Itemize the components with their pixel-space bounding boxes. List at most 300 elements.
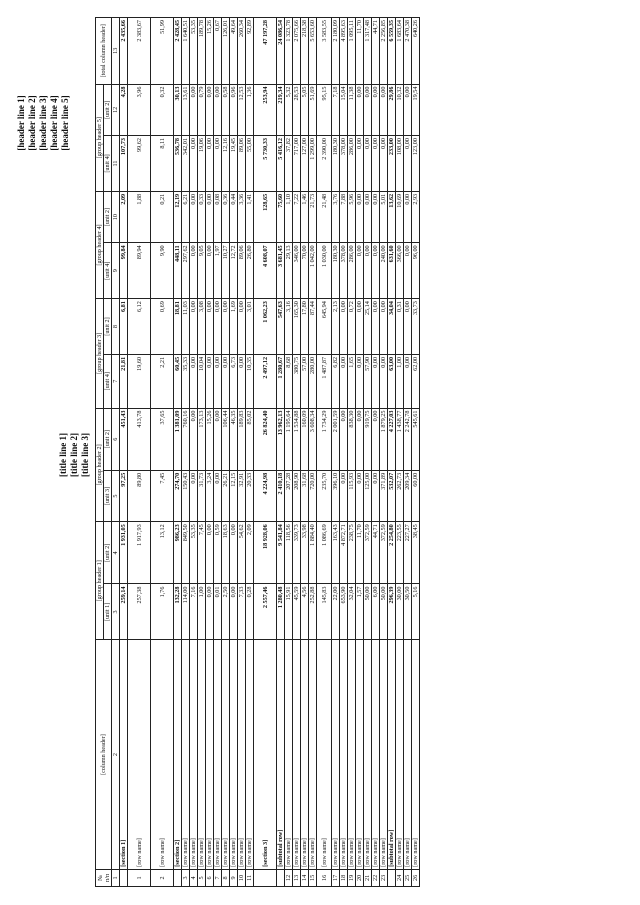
value-cell: 2,21: [151, 354, 174, 408]
value-cell: 262,73: [396, 470, 404, 521]
col-number: 7: [112, 354, 120, 408]
value-cell: 919,75: [364, 408, 372, 470]
row-number-cell: 11: [246, 869, 254, 886]
value-cell: 0,00: [190, 470, 198, 521]
table-row: [238, 18, 246, 887]
row-name-cell: [row name]: [182, 640, 190, 870]
value-cell: 30,00: [396, 584, 404, 640]
value-cell: 0,00: [356, 354, 364, 408]
value-cell: 5,16: [412, 584, 420, 640]
row-number-cell: 12: [285, 869, 293, 886]
value-cell: 21,73: [309, 191, 317, 243]
row-name-cell: [row name]: [128, 640, 151, 870]
row-number-cell: 18: [340, 869, 348, 886]
row-name-cell: [row name]: [285, 640, 293, 870]
table-header-row-numbers: [112, 18, 120, 887]
table-row: [396, 18, 404, 887]
value-cell: 7,45: [151, 470, 174, 521]
value-cell: 378,00: [340, 243, 348, 299]
value-cell: 180,30: [332, 243, 340, 299]
value-cell: 760,16: [182, 408, 190, 470]
appendix-line-3: [header line 3]: [38, 95, 48, 151]
value-cell: 7,33: [238, 584, 246, 640]
col-number: 4: [112, 522, 120, 584]
col-number: 3: [112, 584, 120, 640]
value-cell: 2,13: [332, 299, 340, 355]
value-cell: 0,00: [404, 354, 412, 408]
value-cell: 0,00: [356, 243, 364, 299]
value-cell: 2 410,18: [277, 470, 285, 521]
value-cell: 0,00: [404, 243, 412, 299]
value-cell: 30,13: [174, 84, 182, 136]
value-cell: 87,44: [309, 299, 317, 355]
table-row: [348, 18, 356, 887]
value-cell: 209,34: [404, 470, 412, 521]
value-cell: 28,53: [293, 84, 301, 136]
value-cell: 0,00: [340, 299, 348, 355]
value-cell: 1,10: [285, 191, 293, 243]
value-cell: 218,38: [301, 18, 309, 85]
value-cell: 99,84: [120, 243, 128, 299]
value-cell: 46,35: [230, 408, 238, 470]
value-cell: 17,80: [301, 299, 309, 355]
value-cell: 89,06: [238, 243, 246, 299]
value-cell: 10,35: [246, 354, 254, 408]
value-cell: 0,00: [372, 136, 380, 192]
value-cell: 114,00: [182, 584, 190, 640]
table-row: [246, 18, 254, 887]
value-cell: 44,71: [372, 18, 380, 85]
table-row: [388, 18, 396, 887]
row-number-cell: 14: [301, 869, 309, 886]
value-cell: 208,90: [293, 470, 301, 521]
value-cell: 8,11: [151, 136, 174, 192]
value-cell: 11,70: [356, 18, 364, 85]
value-cell: 115,93: [348, 470, 356, 521]
value-cell: 6,12: [128, 299, 151, 355]
value-cell: 3 608,34: [309, 408, 317, 470]
value-cell: 0,00: [230, 584, 238, 640]
table-row: [222, 18, 230, 887]
value-cell: 1 683,64: [396, 18, 404, 85]
value-cell: 145,83: [317, 584, 332, 640]
value-cell: 7,18: [332, 84, 340, 136]
value-cell: 1,97: [214, 243, 222, 299]
table-row: [301, 18, 309, 887]
value-cell: 2 470,38: [404, 18, 412, 85]
value-cell: 0,00: [380, 84, 388, 136]
value-cell: 0,00: [214, 354, 222, 408]
col-number: 5: [112, 470, 120, 521]
value-cell: 0,00: [222, 299, 230, 355]
value-cell: 12,72: [230, 243, 238, 299]
value-cell: 37,65: [151, 408, 174, 470]
value-cell: 0,00: [372, 299, 380, 355]
value-cell: 286,00: [348, 136, 356, 192]
value-cell: 0,00: [238, 354, 246, 408]
row-number-cell: [120, 869, 128, 886]
value-cell: 19,54: [412, 84, 420, 136]
value-cell: 0,00: [380, 136, 388, 192]
value-cell: 0,00: [190, 354, 198, 408]
value-cell: 7,16: [190, 584, 198, 640]
value-cell: 47 197,28: [254, 18, 277, 85]
value-cell: 1,00: [198, 584, 206, 640]
value-cell: 838,30: [348, 408, 356, 470]
value-cell: 1,76: [151, 584, 174, 640]
col-number: 13: [112, 18, 120, 85]
value-cell: 536,78: [174, 136, 182, 192]
value-cell: 50,00: [380, 584, 388, 640]
value-cell: 2 001,59: [332, 408, 340, 470]
value-cell: 0,00: [190, 136, 198, 192]
value-cell: 1,46: [301, 191, 309, 243]
value-cell: 0,00: [380, 299, 388, 355]
value-cell: 10,04: [198, 354, 206, 408]
col-number: 1: [112, 869, 120, 886]
table-row: [332, 18, 340, 887]
value-cell: 33,73: [412, 299, 420, 355]
unit-header: [unit 2]: [104, 299, 112, 355]
value-cell: 0,00: [206, 584, 214, 640]
value-cell: 235,70: [317, 470, 332, 521]
row-name-cell: [row name]: [238, 640, 246, 870]
row-number-cell: [388, 869, 396, 886]
value-cell: 1 438,77: [396, 408, 404, 470]
table-row: [340, 18, 348, 887]
col-number: 11: [112, 136, 120, 192]
value-cell: 123,00: [412, 136, 420, 192]
value-cell: 0,00: [364, 243, 372, 299]
col-drain-header: [group header 5]: [96, 84, 104, 191]
value-cell: 13,62: [388, 191, 396, 243]
value-cell: 0,44: [230, 191, 238, 243]
table-row: [309, 18, 317, 887]
table-row: [198, 18, 206, 887]
value-cell: 645,94: [317, 299, 332, 355]
value-cell: 3,01: [246, 299, 254, 355]
value-cell: 0,00: [364, 136, 372, 192]
value-cell: 257,38: [128, 584, 151, 640]
value-cell: 0,00: [190, 299, 198, 355]
value-cell: 12,16: [222, 136, 230, 192]
row-number-cell: 26: [412, 869, 420, 886]
value-cell: 2 242,78: [404, 408, 412, 470]
table-row: [277, 18, 285, 887]
row-name-cell: [row name]: [222, 640, 230, 870]
value-cell: 2 256,85: [380, 18, 388, 85]
value-cell: 2,50: [222, 584, 230, 640]
table-row: [174, 18, 182, 887]
row-number-cell: 19: [348, 869, 356, 886]
value-cell: 60,45: [174, 354, 182, 408]
value-cell: 1 086,69: [317, 522, 332, 584]
value-cell: 297,62: [182, 243, 190, 299]
value-cell: 1,69: [230, 299, 238, 355]
value-cell: 0,59: [214, 522, 222, 584]
value-cell: 0,79: [198, 84, 206, 136]
value-cell: 1,00: [396, 354, 404, 408]
value-cell: 15,26: [206, 18, 214, 85]
value-cell: 11,03: [182, 299, 190, 355]
value-cell: 1 640,51: [182, 18, 190, 85]
value-cell: 4 227,03: [388, 408, 396, 470]
row-number-cell: [277, 869, 285, 886]
table-row: [364, 18, 372, 887]
unit-header: [unit 2]: [104, 522, 112, 584]
value-cell: 24 086,54: [277, 18, 285, 85]
value-cell: 31,73: [198, 470, 206, 521]
table-row: [128, 18, 151, 887]
value-cell: 32,04: [348, 584, 356, 640]
value-cell: 252,88: [309, 584, 317, 640]
value-cell: 0,00: [364, 84, 372, 136]
col-number: 6: [112, 408, 120, 470]
col-number: 10: [112, 191, 120, 243]
row-number-cell: 2: [151, 869, 174, 886]
table-row: [190, 18, 198, 887]
row-name-cell: [row name]: [246, 640, 254, 870]
value-cell: 372,59: [380, 522, 388, 584]
value-cell: 30,50: [404, 584, 412, 640]
row-number-cell: 3: [182, 869, 190, 886]
value-cell: 223,55: [396, 522, 404, 584]
value-cell: 9,05: [198, 243, 206, 299]
value-cell: 127,00: [301, 136, 309, 192]
value-cell: 346,00: [293, 243, 301, 299]
value-cell: 0,00: [340, 354, 348, 408]
row-name-cell: [row name]: [214, 640, 222, 870]
value-cell: 274,70: [174, 470, 182, 521]
value-cell: 3,76: [332, 191, 340, 243]
value-cell: 12,19: [174, 191, 182, 243]
row-number-cell: 10: [238, 869, 246, 886]
value-cell: 0,00: [356, 299, 364, 355]
value-cell: 380,75: [293, 354, 301, 408]
value-cell: 0,00: [206, 243, 214, 299]
value-cell: 1 487,87: [317, 354, 332, 408]
value-cell: 0,00: [356, 470, 364, 521]
value-cell: 3,36: [238, 191, 246, 243]
value-cell: 339,73: [293, 522, 301, 584]
value-cell: 5 730,33: [254, 136, 277, 192]
value-cell: 0,00: [230, 522, 238, 584]
row-number-cell: 25: [404, 869, 412, 886]
value-cell: 0,00: [404, 299, 412, 355]
value-cell: 0,33: [198, 191, 206, 243]
value-cell: 366,00: [396, 243, 404, 299]
value-cell: 0,32: [151, 84, 174, 136]
value-cell: 26,80: [246, 243, 254, 299]
row-number-cell: 7: [214, 869, 222, 886]
value-cell: 107,73: [120, 136, 128, 192]
value-cell: 280,00: [309, 354, 317, 408]
value-cell: 3,24: [206, 470, 214, 521]
row-name-cell: [section 2]: [174, 640, 182, 870]
value-cell: 19,06: [198, 136, 206, 192]
col-number: 9: [112, 243, 120, 299]
table-row: [404, 18, 412, 887]
value-cell: 0,00: [364, 191, 372, 243]
value-cell: 0,00: [206, 84, 214, 136]
unit-header: [unit 4]: [104, 354, 112, 408]
value-cell: 89,80: [128, 470, 151, 521]
value-cell: 0,00: [214, 84, 222, 136]
unit-header: [unit 4]: [104, 136, 112, 192]
value-cell: 1,88: [128, 191, 151, 243]
value-cell: 21,81: [120, 354, 128, 408]
title-line-1: [title line 1]: [58, 433, 68, 477]
value-cell: 53,35: [190, 522, 198, 584]
row-name-cell: [subtotal row]: [277, 640, 285, 870]
value-cell: 3 583,55: [317, 18, 332, 85]
value-cell: 5,05: [301, 84, 309, 136]
row-number-cell: 5: [198, 869, 206, 886]
value-cell: 26 824,40: [254, 408, 277, 470]
row-name-cell: [row name]: [340, 640, 348, 870]
value-cell: 44,71: [372, 522, 380, 584]
row-name-cell: [row name]: [317, 640, 332, 870]
value-cell: 1 195,64: [285, 408, 293, 470]
value-cell: 2 180,09: [332, 18, 340, 85]
value-cell: 1 734,29: [317, 408, 332, 470]
value-cell: 720,00: [309, 470, 317, 521]
value-cell: 1 917,93: [128, 522, 151, 584]
value-cell: 2 435,66: [120, 18, 128, 85]
value-cell: 5,01: [380, 191, 388, 243]
table-row: [317, 18, 332, 887]
value-cell: 108,00: [396, 136, 404, 192]
table-row: [214, 18, 222, 887]
value-cell: 0,00: [340, 408, 348, 470]
value-cell: 1,57: [356, 584, 364, 640]
value-cell: 413,78: [128, 408, 151, 470]
value-cell: 57,90: [364, 354, 372, 408]
value-cell: 11,70: [356, 522, 364, 584]
row-name-cell: [row name]: [332, 640, 340, 870]
col-cold-header: [group header 4]: [96, 191, 104, 298]
value-cell: 18 928,06: [254, 522, 277, 584]
value-cell: 0,00: [238, 299, 246, 355]
row-number-cell: 20: [356, 869, 364, 886]
value-cell: 5,32: [285, 84, 293, 136]
value-cell: 4 224,98: [254, 470, 277, 521]
value-cell: 0,00: [372, 354, 380, 408]
value-cell: 448,11: [174, 243, 182, 299]
row-name-cell: [row name]: [348, 640, 356, 870]
value-cell: 717,00: [293, 136, 301, 192]
value-cell: 0,00: [214, 299, 222, 355]
value-cell: 286,00: [348, 243, 356, 299]
value-cell: 4,28: [120, 84, 128, 136]
value-cell: 31,68: [301, 470, 309, 521]
value-cell: 1 931,05: [120, 522, 128, 584]
value-cell: 1 062,23: [254, 299, 277, 355]
value-cell: 1 381,09: [174, 408, 182, 470]
value-cell: 1 323,78: [285, 18, 293, 85]
value-cell: 160,09: [301, 408, 309, 470]
value-cell: 89,06: [238, 136, 246, 192]
row-number-cell: [254, 869, 277, 886]
value-cell: 20,33: [246, 470, 254, 521]
value-cell: 1,65: [348, 354, 356, 408]
value-cell: 396,10: [332, 470, 340, 521]
value-cell: 0,00: [380, 354, 388, 408]
value-cell: 0,00: [356, 408, 364, 470]
value-cell: 4,56: [301, 584, 309, 640]
value-cell: 1 299,00: [309, 136, 317, 192]
value-cell: 0,28: [246, 584, 254, 640]
value-cell: 986,23: [174, 522, 182, 584]
value-cell: 15,26: [206, 408, 214, 470]
value-cell: 37,82: [285, 136, 293, 192]
value-cell: 6 559,35: [388, 18, 396, 85]
table-row: [412, 18, 420, 887]
row-name-cell: [row name]: [190, 640, 198, 870]
value-cell: 18,63: [222, 522, 230, 584]
value-cell: 219,34: [277, 84, 285, 136]
value-cell: 253,94: [254, 84, 277, 136]
value-cell: 29,13: [285, 243, 293, 299]
value-cell: 163,43: [332, 522, 340, 584]
col-number: 12: [112, 84, 120, 136]
value-cell: 92,89: [246, 18, 254, 85]
table-row: [120, 18, 128, 887]
col-number: 8: [112, 299, 120, 355]
row-name-cell: [row name]: [293, 640, 301, 870]
value-cell: 51,99: [151, 18, 174, 85]
row-number-cell: 17: [332, 869, 340, 886]
value-cell: 75,60: [277, 191, 285, 243]
value-cell: 1 879,25: [380, 408, 388, 470]
value-cell: 6,21: [182, 191, 190, 243]
value-cell: 0,00: [372, 408, 380, 470]
value-cell: 849,50: [182, 522, 190, 584]
value-cell: 0,00: [206, 522, 214, 584]
value-cell: 233,00: [388, 136, 396, 192]
value-cell: 51,69: [309, 84, 317, 136]
value-cell: 13,61: [182, 84, 190, 136]
value-cell: 99,62: [128, 136, 151, 192]
table-row: [372, 18, 380, 887]
row-name-cell: [row name]: [151, 640, 174, 870]
value-cell: 55,00: [246, 136, 254, 192]
table-row: [230, 18, 238, 887]
row-number-cell: 21: [364, 869, 372, 886]
value-cell: 25,14: [364, 299, 372, 355]
row-name-cell: [row name]: [356, 640, 364, 870]
title-line-3: [title line 3]: [80, 433, 90, 477]
value-cell: 97,25: [120, 470, 128, 521]
value-cell: 49,64: [230, 18, 238, 85]
value-cell: 0,69: [151, 299, 174, 355]
value-cell: 132,28: [174, 584, 182, 640]
value-cell: 240,00: [380, 243, 388, 299]
value-cell: 19,60: [128, 354, 151, 408]
value-cell: 35,33: [182, 354, 190, 408]
value-cell: 2 390,00: [317, 136, 332, 192]
value-cell: 53,35: [190, 18, 198, 85]
value-cell: 260,34: [238, 18, 246, 85]
value-cell: 96,00: [412, 243, 420, 299]
row-number-cell: 4: [190, 869, 198, 886]
value-cell: 2 075,66: [293, 18, 301, 85]
value-cell: 12,15: [230, 470, 238, 521]
value-cell: 180,30: [332, 136, 340, 192]
value-cell: 2 254,80: [388, 522, 396, 584]
value-cell: 296,39: [388, 584, 396, 640]
value-cell: 11,38: [348, 84, 356, 136]
